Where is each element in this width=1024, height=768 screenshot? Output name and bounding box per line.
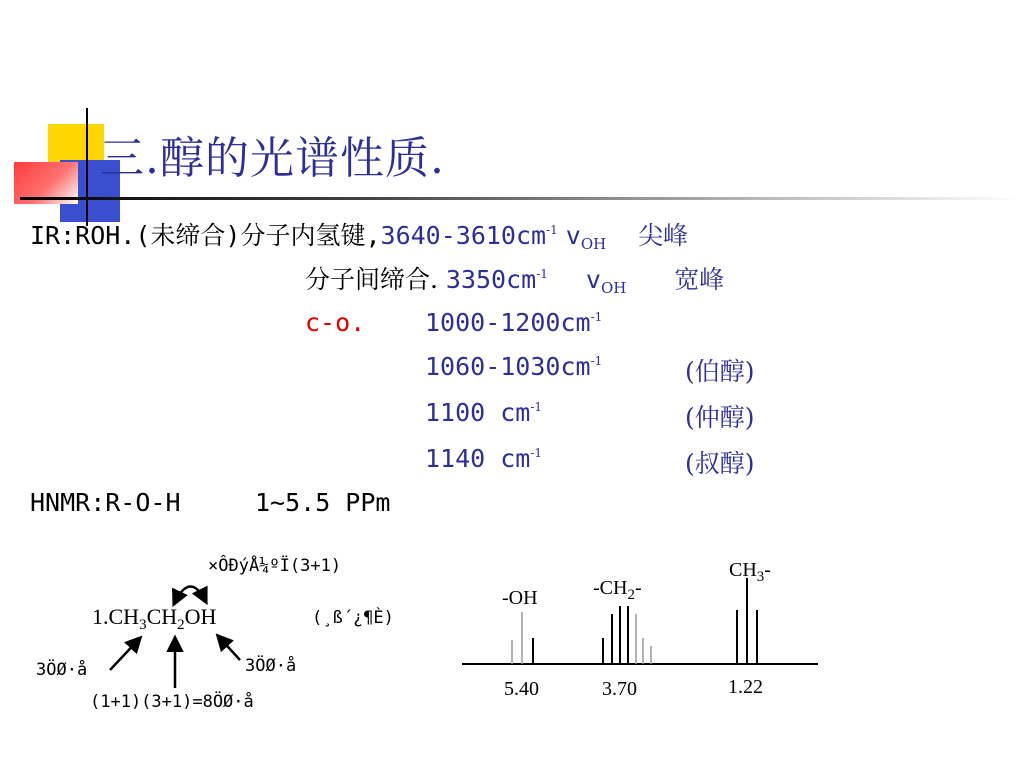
ir-line-1	[30, 216, 688, 253]
formula-suffix: OH	[184, 604, 217, 629]
ir-inter-value: 3350cm	[445, 265, 537, 294]
ch2-label-prefix: -CH	[593, 577, 628, 599]
spectrum-oh-shift: 5.40	[504, 678, 539, 700]
diagram-paren-note: (¸ß´¿¶È)	[312, 608, 394, 628]
arrow-right	[218, 636, 240, 660]
ir-co-range-row	[425, 308, 602, 337]
ir-secondary-label: (仲醇)	[685, 403, 755, 432]
ch2-label-sub: 2	[627, 587, 635, 603]
formula-prefix: 1.CH	[92, 604, 140, 629]
spectrum-ch3-shift: 1.22	[728, 676, 763, 698]
ch3-label-sub: 3	[756, 569, 765, 585]
ir-inter-v: v	[585, 265, 601, 294]
ch2-label-suffix: -	[634, 577, 642, 599]
ir-tertiary-row	[425, 444, 542, 473]
ir-tertiary-label: (叔醇)	[685, 449, 755, 478]
ir-inter-label: 分子间缔合.	[305, 265, 438, 294]
ir-primary-row	[425, 352, 602, 381]
diagram-bottom-note: (1+1)(3+1)=8ÖØ·å	[90, 692, 254, 712]
ir-inter-sup: -1	[536, 267, 548, 281]
curved-arrow	[174, 586, 206, 604]
ir-tertiary-value: 1140 cm	[425, 444, 531, 473]
formula-sub2: 2	[177, 617, 185, 633]
ir-primary-value: 1060-1030cm	[425, 352, 591, 381]
ch3-label-prefix: CH	[729, 559, 757, 581]
ir-intra-range: 3640-3610cm	[380, 221, 547, 250]
arrow-left	[110, 638, 140, 670]
ir-co-sup: -1	[590, 310, 603, 324]
page-title: 三.醇的光谱性质.	[100, 133, 445, 184]
diagram-left-note: 3ÖØ·å	[36, 660, 88, 680]
diagram-right-note: 3ÖØ·å	[245, 656, 297, 676]
ir-intra-sup: -1	[546, 223, 558, 237]
deco-horizontal-line	[20, 197, 1020, 200]
ir-co-range: 1000-1200cm	[425, 308, 591, 337]
spectrum-ch2-label	[593, 577, 642, 604]
ir-primary-sup: -1	[590, 354, 603, 368]
ir-intra-peak: 尖峰	[638, 221, 689, 250]
ch3-label-suffix: -	[764, 559, 771, 581]
ir-inter-v-sub: OH	[600, 279, 627, 297]
spectrum-ch3-label	[729, 559, 771, 586]
formula-mid: CH	[146, 604, 178, 629]
ir-intra-v: v	[565, 221, 581, 250]
ir-tertiary-sup: -1	[530, 446, 543, 460]
diagram-top-note: ×ÔÐýÅ¼ºÏ(3+1)	[208, 556, 342, 576]
ir-line-2	[305, 260, 724, 297]
hnmr-label: HNMR:R-O-H	[30, 488, 181, 517]
spectrum-oh-label: -OH	[502, 587, 538, 609]
ir-co-label: c-o.	[305, 308, 366, 337]
ir-secondary-row	[425, 398, 542, 427]
spectrum-ch2-shift: 3.70	[602, 678, 637, 700]
ir-secondary-sup: -1	[530, 400, 543, 414]
ir-intra-v-sub: OH	[580, 235, 607, 253]
ir-secondary-value: 1100 cm	[425, 398, 531, 427]
hnmr-range: 1~5.5 PPm	[255, 488, 391, 517]
ir-label: IR:ROH.(未缔合)分子内氢键,	[30, 221, 381, 250]
formula-sub1: 3	[139, 617, 147, 633]
deco-vertical-line	[86, 108, 88, 226]
ir-primary-label: (伯醇)	[685, 357, 755, 386]
diagram-formula	[92, 604, 216, 634]
ir-inter-peak: 宽峰	[674, 265, 725, 294]
